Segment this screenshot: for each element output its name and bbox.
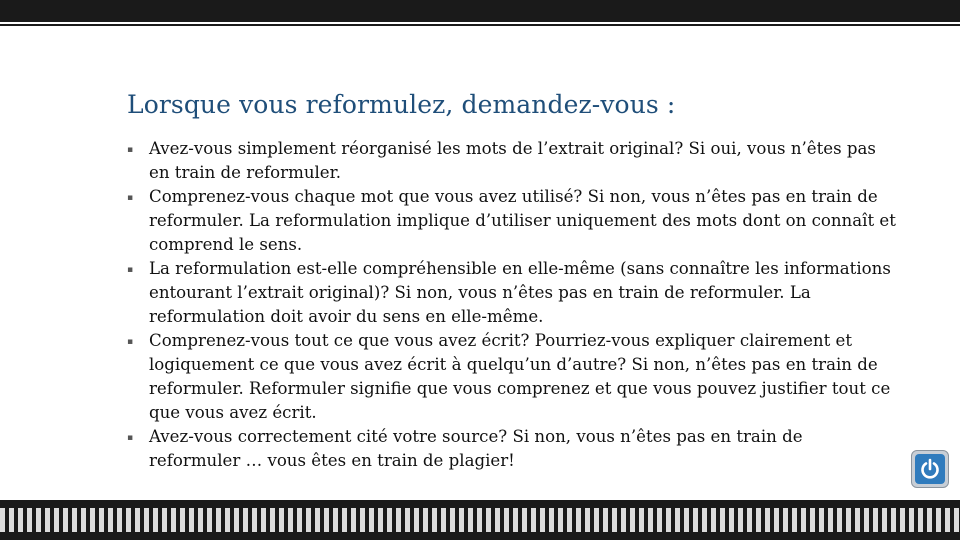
bullet-marker-icon: ▪ <box>127 337 134 347</box>
power-icon <box>919 458 941 480</box>
bullet-marker-icon: ▪ <box>127 433 134 443</box>
bullet-text: Comprenez-vous tout ce que vous avez écrit? Pourriez-vous expliquer clairement et logiquement ce que vous avez écrit à quelqu’un d’autre? Si non, n’êtes pas en train de reformuler. Reformuler signifie que vous comprenez et que vous pouvez justifier tout ce que vous avez écrit. <box>149 331 891 422</box>
bullet-list <box>127 137 897 473</box>
bullet-item <box>127 137 897 185</box>
power-button[interactable] <box>911 450 949 488</box>
slide-title: Lorsque vous reformulez, demandez-vous : <box>127 90 676 119</box>
bullet-text: Avez-vous correctement cité votre source? Si non, vous n’êtes pas en train de reformuler … vous êtes en train de plagier! <box>149 427 803 470</box>
bullet-text: Comprenez-vous chaque mot que vous avez utilisé? Si non, vous n’êtes pas en train de reformuler. La reformulation implique d’utiliser uniquement des mots dont on connaît et comprend le sens. <box>149 187 896 254</box>
bullet-item <box>127 329 897 425</box>
power-button-face[interactable] <box>915 454 945 484</box>
bullet-marker-icon: ▪ <box>127 265 134 275</box>
bullet-item <box>127 425 897 473</box>
bullet-text: La reformulation est-elle compréhensible en elle-même (sans connaître les informations entourant l’extrait original)? Si non, vous n’êtes pas en train de reformuler. La reformulation doit avoir du sens en elle-même. <box>149 259 891 326</box>
top-bar-thin-line <box>0 24 960 26</box>
bottom-striped-pattern <box>0 508 960 532</box>
top-decorative-bar <box>0 0 960 22</box>
bullet-marker-icon: ▪ <box>127 145 134 155</box>
bullet-item <box>127 185 897 257</box>
bullet-text: Avez-vous simplement réorganisé les mots de l’extrait original? Si oui, vous n’êtes pas en train de reformuler. <box>149 139 876 182</box>
bullet-item <box>127 257 897 329</box>
bullet-marker-icon: ▪ <box>127 193 134 203</box>
